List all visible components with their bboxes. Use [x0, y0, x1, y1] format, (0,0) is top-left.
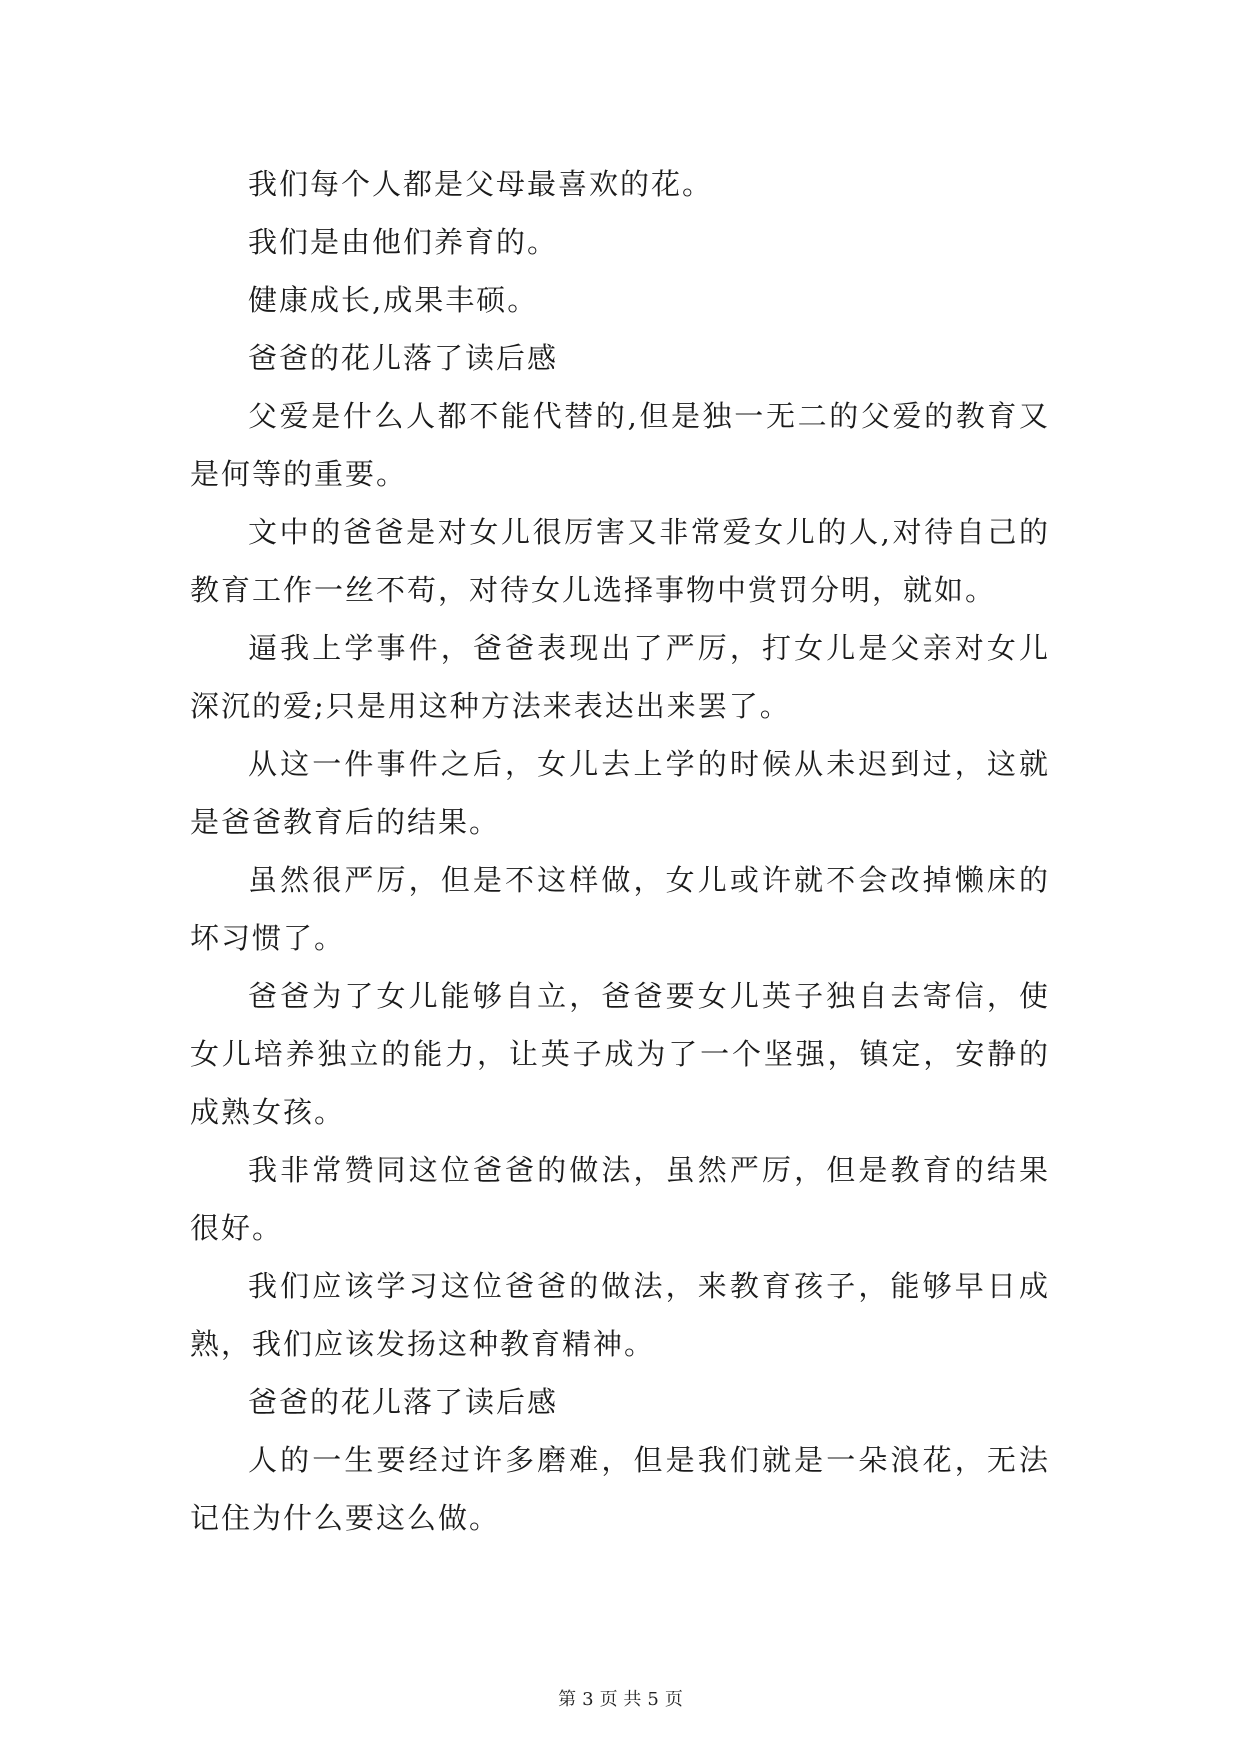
paragraph: 逼我上学事件，爸爸表现出了严厉，打女儿是父亲对女儿深沉的爱;只是用这种方法来表达出来罢了。 — [190, 631, 1050, 723]
footer-prefix: 第 — [558, 1689, 577, 1710]
paragraph: 父爱是什么人都不能代替的,但是独一无二的父爱的教育又是何等的重要。 — [190, 399, 1050, 491]
paragraph: 我们是由他们养育的。 — [248, 225, 559, 259]
paragraph: 虽然很严厉，但是不这样做，女儿或许就不会改掉懒床的坏习惯了。 — [190, 863, 1050, 955]
paragraph: 文中的爸爸是对女儿很厉害又非常爱女儿的人,对待自己的教育工作一丝不苟，对待女儿选择事物中赏罚分明，就如。 — [190, 515, 1050, 607]
paragraph: 健康成长,成果丰硕。 — [248, 283, 539, 317]
section-heading: 爸爸的花儿落了读后感 — [248, 341, 559, 375]
footer-suffix: 页 — [664, 1689, 683, 1710]
document-body — [190, 155, 1050, 1547]
total-pages-number: 5 — [647, 1689, 659, 1710]
page-footer — [0, 1685, 1241, 1711]
paragraph: 爸爸为了女儿能够自立，爸爸要女儿英子独自去寄信，使女儿培养独立的能力，让英子成为了一个坚强，镇定，安静的成熟女孩。 — [190, 979, 1050, 1129]
section-heading: 爸爸的花儿落了读后感 — [248, 1385, 559, 1419]
paragraph: 我非常赞同这位爸爸的做法，虽然严厉，但是教育的结果很好。 — [190, 1153, 1050, 1245]
paragraph: 我们每个人都是父母最喜欢的花。 — [248, 167, 714, 201]
paragraph: 从这一件事件之后，女儿去上学的时候从未迟到过，这就是爸爸教育后的结果。 — [190, 747, 1050, 839]
current-page-number: 3 — [582, 1689, 594, 1710]
paragraph: 我们应该学习这位爸爸的做法，来教育孩子，能够早日成熟，我们应该发扬这种教育精神。 — [190, 1269, 1050, 1361]
footer-middle: 页 共 — [599, 1689, 642, 1710]
paragraph: 人的一生要经过许多磨难，但是我们就是一朵浪花，无法记住为什么要这么做。 — [190, 1443, 1050, 1535]
